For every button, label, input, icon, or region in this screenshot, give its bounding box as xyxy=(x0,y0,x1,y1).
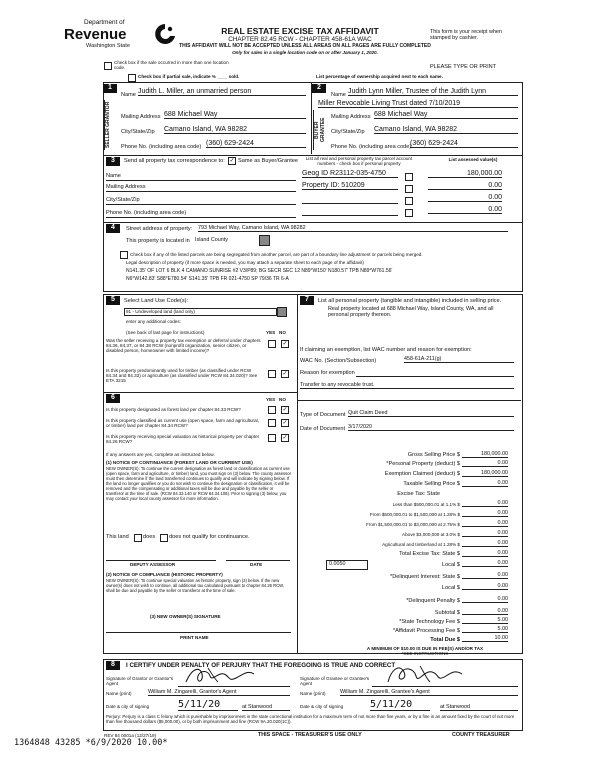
buyer-phone[interactable]: (360) 629-2424 xyxy=(410,140,518,148)
historic-text: NEW OWNER(S): To continue special valuation as historic property, sign (3) below. If the new owner(s) does not wish to continue, all additional tax calculated pursuant to chapter 84.26 RCW, shall be due and payable by the seller or transferor at the time of sale. xyxy=(106,578,285,593)
seller-name[interactable]: Judith L. Miller, an unmarried person xyxy=(138,88,306,96)
section-1-number: 1 xyxy=(103,84,117,93)
tax-value-taxable[interactable]: 0.00 xyxy=(462,480,508,487)
tax-value-personal[interactable]: 0.00 xyxy=(462,460,508,467)
parcel-personal-checkbox-3[interactable] xyxy=(405,197,413,205)
buyer-side-label: BUYER GRANTEE xyxy=(313,110,326,150)
exemption-reason[interactable]: Transfer to any revocable trust. xyxy=(300,382,514,389)
s6-q3-yes[interactable] xyxy=(268,434,276,442)
same-as-buyer-checkbox[interactable]: ✓ xyxy=(229,158,235,164)
tax-label-agri: Agricultural and timberland at 1.28% $ xyxy=(382,542,460,547)
s5-yes-label: YES xyxy=(266,330,276,335)
tax-label-tier4: Above $3,000,000 at 3.0% $ xyxy=(402,532,460,537)
s6-q3: Is this property receiving special valuation as historical property per chapter 84.26 RCW? xyxy=(106,434,260,445)
parcel-id-1[interactable]: Geog ID R23112-035-4750 xyxy=(302,170,398,178)
seller-mailing-label: Mailing Address xyxy=(121,114,161,120)
segregated-checkbox[interactable] xyxy=(120,251,128,259)
sig-grantee-label: Signature of Grantee or Grantee's Agent xyxy=(300,676,370,687)
partial-sale-checkbox[interactable] xyxy=(128,74,136,82)
legal-desc-label: Legal description of property (if more space is needed, you may attach a separate sheet to each page of the affidavit) xyxy=(126,260,364,265)
doc-date-label: Date of Document xyxy=(300,426,346,432)
tax-label-delinq-local: Local $ xyxy=(441,585,460,591)
personal-prop-text[interactable]: Real property located at 688 Michael Way, Island County, WA, and all personal property thereon. xyxy=(328,306,494,318)
grantee-signature[interactable] xyxy=(380,662,480,686)
local-label: Local $ xyxy=(441,562,460,568)
local-rate[interactable]: 0.0050 xyxy=(326,560,368,570)
tax-value-tier4[interactable]: 0.00 xyxy=(462,530,508,537)
parcel-value-3[interactable]: 0.00 xyxy=(428,194,502,202)
grantor-date[interactable]: 5/11/20 xyxy=(178,699,238,711)
s6-q2-no[interactable]: ✓ xyxy=(282,420,288,426)
street-label: Street address of property: xyxy=(126,226,193,232)
s6-q1: Is this property designated as forest land per chapter 84.33 RCW? xyxy=(106,407,241,412)
segregated-label: Check box if any of the listed parcels are being segregated from another parcel, are part of a boundary line adjustment or parcels being merged. xyxy=(130,252,423,257)
tax-value-total-state[interactable]: 0.00 xyxy=(462,550,508,557)
tax-value-total-due[interactable]: 10.00 xyxy=(462,635,508,642)
parcel-personal-checkbox-4[interactable] xyxy=(405,209,413,217)
grantee-name-print[interactable]: William M. Zingarelli, Grantee's Agent xyxy=(340,689,518,696)
s6-no-label: NO xyxy=(279,397,286,402)
grantee-date-label: Date & city of signing xyxy=(300,704,344,709)
continuance-title: (1) NOTICE OF CONTINUANCE (FOREST LAND OR CURRENT USE) xyxy=(106,460,253,465)
section-5-number: 5 xyxy=(106,296,120,305)
grantor-city[interactable]: at Stanwood xyxy=(242,704,290,711)
min-due: A MINIMUM OF $10.00 IS DUE IN FEE(S) AND/OR TAX xyxy=(366,646,484,651)
tax-label-taxable: Taxable Selling Price $ xyxy=(403,481,460,487)
tax-label-processing-fee: *Affidavit Processing Fee $ xyxy=(392,628,460,634)
land-does-checkbox[interactable] xyxy=(134,534,142,542)
seller-side-label: SELLER GRANTOR xyxy=(104,100,117,150)
legal-desc-line2[interactable]: N6°W142.83' S88°E780.54' S141.35' TPB FR 021-4750 SP 79/36 TR 6-A xyxy=(126,276,289,282)
exemption-label: If claiming an exemption, list WAC number and reason for exemption: xyxy=(300,347,472,353)
seller-city[interactable]: Camano Island, WA 98282 xyxy=(164,126,306,134)
s6-q1-no[interactable]: ✓ xyxy=(282,407,288,413)
s6-yes-label: YES xyxy=(266,397,276,402)
s5-no-label: NO xyxy=(279,330,286,335)
street-address[interactable]: 793 Michael Way, Camano Island, WA 98282 xyxy=(198,225,508,232)
treasurer-only: THIS SPACE - TREASURER'S USE ONLY xyxy=(258,732,362,738)
does-label: does xyxy=(143,534,156,540)
grantee-city[interactable]: at Stanwood xyxy=(440,704,518,711)
tax-label-tech-fee: *State Technology Fee $ xyxy=(399,619,460,625)
parcel-personal-checkbox-1[interactable] xyxy=(405,173,413,181)
grantee-date[interactable]: 5/11/20 xyxy=(370,699,430,711)
land-use-select[interactable]: 91 - Undeveloped land (land only) xyxy=(124,308,277,316)
local-value[interactable]: 0.00 xyxy=(462,560,508,567)
seller-name-label: Name xyxy=(121,92,136,98)
doc-date[interactable]: 3/17/2020 xyxy=(348,424,514,431)
buyer-city-label: City/State/Zip xyxy=(331,129,365,135)
wac-label: WAC No. (Section/Subsection) xyxy=(300,358,377,364)
county-select[interactable]: Island County xyxy=(195,237,228,243)
tax-label-tier1: Less than $500,000.01 at 1.1% $ xyxy=(392,502,460,507)
parcel-personal-checkbox-2[interactable] xyxy=(405,185,413,193)
land-use-dropdown-icon[interactable] xyxy=(277,307,287,317)
warning-text: THIS AFFIDAVIT WILL NOT BE ACCEPTED UNLESS ALL AREAS ON ALL PAGES ARE FULLY COMPLETED xyxy=(179,43,431,49)
tax-value-delinq-local[interactable]: 0.00 xyxy=(462,583,508,590)
s3-name-label: Name xyxy=(106,173,121,179)
tax-value-subtotal[interactable]: 0.00 xyxy=(462,608,508,615)
parcel-value-2[interactable]: 0.00 xyxy=(428,182,502,190)
land-use-label: Select Land Use Code(s): xyxy=(124,298,189,304)
buyer-name-label: Name xyxy=(331,92,346,98)
s6-q2-yes[interactable] xyxy=(268,419,276,427)
section-8-number: 8 xyxy=(106,661,120,670)
treasurer-stamp: 1364848 43285 *6/9/2020 10.00* xyxy=(14,738,168,748)
same-as-buyer-label: Same as Buyer/Grantee xyxy=(238,158,299,164)
form-title: REAL ESTATE EXCISE TAX AFFIDAVIT xyxy=(221,26,379,36)
tax-value-tech-fee[interactable]: 5.00 xyxy=(462,617,508,624)
s6-q2: Is this property classified as current use (open space, farm and agricultural, or timber) land per chapter 84.34 RCW? xyxy=(106,418,259,429)
buyer-phone-label: Phone No. (including area code) xyxy=(331,144,412,150)
partial-sale-label: Check box if partial sale, indicate % ____ sold. xyxy=(138,74,240,79)
deputy-assessor: DEPUTY ASSESSOR xyxy=(130,562,176,567)
tax-value-agri[interactable]: 0.00 xyxy=(462,540,508,547)
tax-value-penalty[interactable]: 0.00 xyxy=(462,596,508,603)
reason-label: Reason for exemption xyxy=(300,370,355,376)
buyer-mailing[interactable]: 688 Michael Way xyxy=(374,111,518,119)
print-name-label: PRINT NAME xyxy=(180,635,209,640)
s5-q2-no[interactable]: ✓ xyxy=(282,371,288,377)
grantor-signature[interactable] xyxy=(178,664,288,686)
multi-location-checkbox[interactable] xyxy=(104,62,112,70)
located-label: This property is located in xyxy=(126,238,190,244)
this-land-label: This land xyxy=(106,534,129,540)
tax-label-excise-state: Excise Tax: State xyxy=(397,491,440,497)
tax-label-total-due: Total Due $ xyxy=(430,637,460,643)
parcel-id-4[interactable] xyxy=(302,207,398,216)
personal-prop-label: List all personal property (tangible and intangible) included in selling price. xyxy=(318,298,502,304)
s5-q1-yes[interactable] xyxy=(268,340,276,348)
section-4-number: 4 xyxy=(106,224,120,233)
seller-phone-label: Phone No. (including area code) xyxy=(121,144,202,150)
see-back: (See back of last page for instructions) xyxy=(126,330,205,335)
grantor-name-print[interactable]: William M. Zingarelli, Grantor's Agent xyxy=(148,689,290,696)
tax-label-subtotal: Subtotal $ xyxy=(434,610,460,616)
section-6-number: 6 xyxy=(106,394,120,403)
tax-value-tier2[interactable]: 0.00 xyxy=(462,510,508,517)
receipt-note: This form is your receipt when stamped by cashier. xyxy=(430,29,502,42)
parcel-id-3[interactable] xyxy=(302,195,398,204)
additional-codes-label: enter any additional codes: xyxy=(126,319,181,324)
multi-location-label: Check box if the sale occurred in more than one location code. xyxy=(114,60,229,71)
buyer-name-line2[interactable]: Miller Revocable Living Trust dated 7/10/2019 xyxy=(318,100,518,108)
s3-mailing-label: Mailing Address xyxy=(106,184,146,190)
tax-label-total-state: Total Excise Tax: State $ xyxy=(399,551,460,557)
section-7-number: 7 xyxy=(300,296,314,305)
dept-line3: Washington State xyxy=(86,43,130,49)
continuance-text: NEW OWNER(S): To continue the current designation as forest land or classification as current use (open space, farm and agriculture, or timber) land, you must sign on (3) below. The county assessor must then determine if the land transferred continues to qualify and will indicate by signing below. If the land no longer qualifies or you do not wish to continue the designation or classification, it will be removed and the compensating or additional taxes will be due and payable by the seller or transferor at the time of sale. (RCW 84.33.140 or RCW 84.34.108). Prior to signing (3) below, you may contact your local county assessor for more information. xyxy=(106,466,291,501)
historic-title: (2) NOTICE OF COMPLIANCE (HISTORIC PROPERTY) xyxy=(106,572,223,577)
s5-q2: Is this property predominantly used for timber (as classified under RCW 84.34 and 84.33) or agriculture (as classified under RCW 84.34.020)? See ETA 3215 xyxy=(106,368,258,384)
s5-q1: Was the seller receiving a property tax exemption or deferral under chapters 84.36, 84.37, or 84.38 RCW (nonprofit organization, senior citizen, or disabled person, homeowner with limited income)? xyxy=(106,338,261,354)
perjury-text: Perjury: Perjury is a class C felony which is punishable by imprisonment in the state correctional institution for a maximum term of not more than five years, or by a fine in an amount fixed by the court of not more than five thousand dollars ($5,000.00), or by both imprisonment and fine (RCW 9A.20.020(1C)). xyxy=(106,714,515,724)
buyer-city[interactable]: Camano Island, WA 98282 xyxy=(374,126,518,134)
tax-label-gross: Gross Selling Price $ xyxy=(407,452,460,458)
seller-mailing[interactable]: 688 Michael Way xyxy=(164,111,306,119)
county-treasurer: COUNTY TREASURER xyxy=(452,732,510,738)
county-dropdown-icon[interactable] xyxy=(259,235,270,246)
wac-number[interactable]: 458-61A-211(g) xyxy=(404,356,514,363)
section-3-number: 3 xyxy=(106,157,120,166)
assessed-header: List assessed value(s) xyxy=(448,157,498,162)
s3-phone-label: Phone No. (including area code) xyxy=(106,210,187,216)
tax-label-personal: *Personal Property (deduct) $ xyxy=(386,461,460,467)
s6-q3-no[interactable]: ✓ xyxy=(282,435,288,441)
buyer-name-line1[interactable]: Judith Lynn Miller, Trustee of the Judith Lynn xyxy=(348,88,518,96)
tax-label-delinq-state: *Delinquent Interest: State $ xyxy=(390,574,460,580)
tax-value-processing-fee[interactable]: 5.00 xyxy=(462,626,508,633)
type-print: PLEASE TYPE OR PRINT xyxy=(430,64,497,70)
parcel-header: List all real and personal property tax parcel account numbers - check box if personal property xyxy=(305,156,413,167)
form-id: REV 84 0001a (12/27/19) xyxy=(104,733,157,738)
legal-desc-line1[interactable]: N141.35' OF LOT 6 BLK 4 CAMANO SUNRISE #2 V3/P89; BG SECR SEC 12 N89°W150' N180.57' TPB N89°W761.56' xyxy=(126,268,393,274)
s6-q1-yes[interactable] xyxy=(268,406,276,414)
tax-value-tier3[interactable]: 0.00 xyxy=(462,520,508,527)
grantor-name-label: Name (print) xyxy=(106,691,132,696)
new-owner-sig: (3) NEW OWNER(S) SIGNATURE xyxy=(150,614,221,619)
doc-type-label: Type of Document xyxy=(300,412,346,418)
dept-line2: Revenue xyxy=(64,26,127,43)
s6-if-yes: If any answers are yes, complete as instructed below. xyxy=(106,452,215,457)
s5-q2-yes[interactable] xyxy=(268,370,276,378)
tax-label-tier3: From $1,500,000.01 to $3,000,000 at 2.75% $ xyxy=(366,522,460,527)
tax-value-exemption[interactable]: 180,000.00 xyxy=(462,470,508,477)
tax-value-delinq-state[interactable]: 0.00 xyxy=(462,572,508,579)
parcel-id-2[interactable]: Property ID: 510209 xyxy=(302,182,398,190)
tax-label-tier2: From $500,000.01 to $1,500,000 at 1.28% $ xyxy=(369,512,460,517)
doc-type[interactable]: Quit Claim Deed xyxy=(348,410,514,417)
sig-grantor-label: Signature of Grantor or Grantor's Agent xyxy=(106,676,174,687)
ownership-pct: List percentage of ownership acquired next to each name. xyxy=(316,74,443,79)
seller-city-label: City/State/Zip xyxy=(121,129,155,135)
dor-swirl-icon xyxy=(152,22,178,46)
tax-value-gross[interactable]: 180,000.00 xyxy=(462,451,508,458)
tax-value-tier1[interactable]: 0.00 xyxy=(462,500,508,507)
land-does-not-checkbox[interactable] xyxy=(160,534,168,542)
see-instructions: *SEE INSTRUCTIONS xyxy=(401,651,449,656)
dept-line1: Department of xyxy=(84,19,125,26)
not-qualify-label: does not qualify for continuance. xyxy=(169,534,250,540)
parcel-value-1[interactable]: 180,000.00 xyxy=(428,170,502,178)
parcel-value-4[interactable]: 0.00 xyxy=(428,206,502,214)
deputy-date: DATE xyxy=(250,562,263,567)
section-2-number: 2 xyxy=(312,84,326,93)
tax-label-penalty: *Delinquent Penalty $ xyxy=(406,598,460,604)
tax-label-exemption: Exemption Claimed (deduct) $ xyxy=(384,471,460,477)
form-subtitle: CHAPTER 82.45 RCW - CHAPTER 458-61A WAC xyxy=(228,36,372,43)
grantor-date-label: Date & city of signing xyxy=(106,704,150,709)
send-correspondence-label: Send all property tax correspondence to: xyxy=(124,158,225,164)
only-for-text: Only for sales in a single location code on or after January 1, 2020. xyxy=(232,50,378,55)
s3-city-label: City/State/Zip xyxy=(106,197,140,203)
seller-phone[interactable]: (360) 629-2424 xyxy=(206,140,306,148)
certify-text: I CERTIFY UNDER PENALTY OF PERJURY THAT THE FOREGOING IS TRUE AND CORRECT xyxy=(126,662,396,669)
s5-q1-no[interactable]: ✓ xyxy=(282,341,288,347)
grantee-name-label: Name (print) xyxy=(300,691,326,696)
buyer-mailing-label: Mailing Address xyxy=(331,114,371,120)
